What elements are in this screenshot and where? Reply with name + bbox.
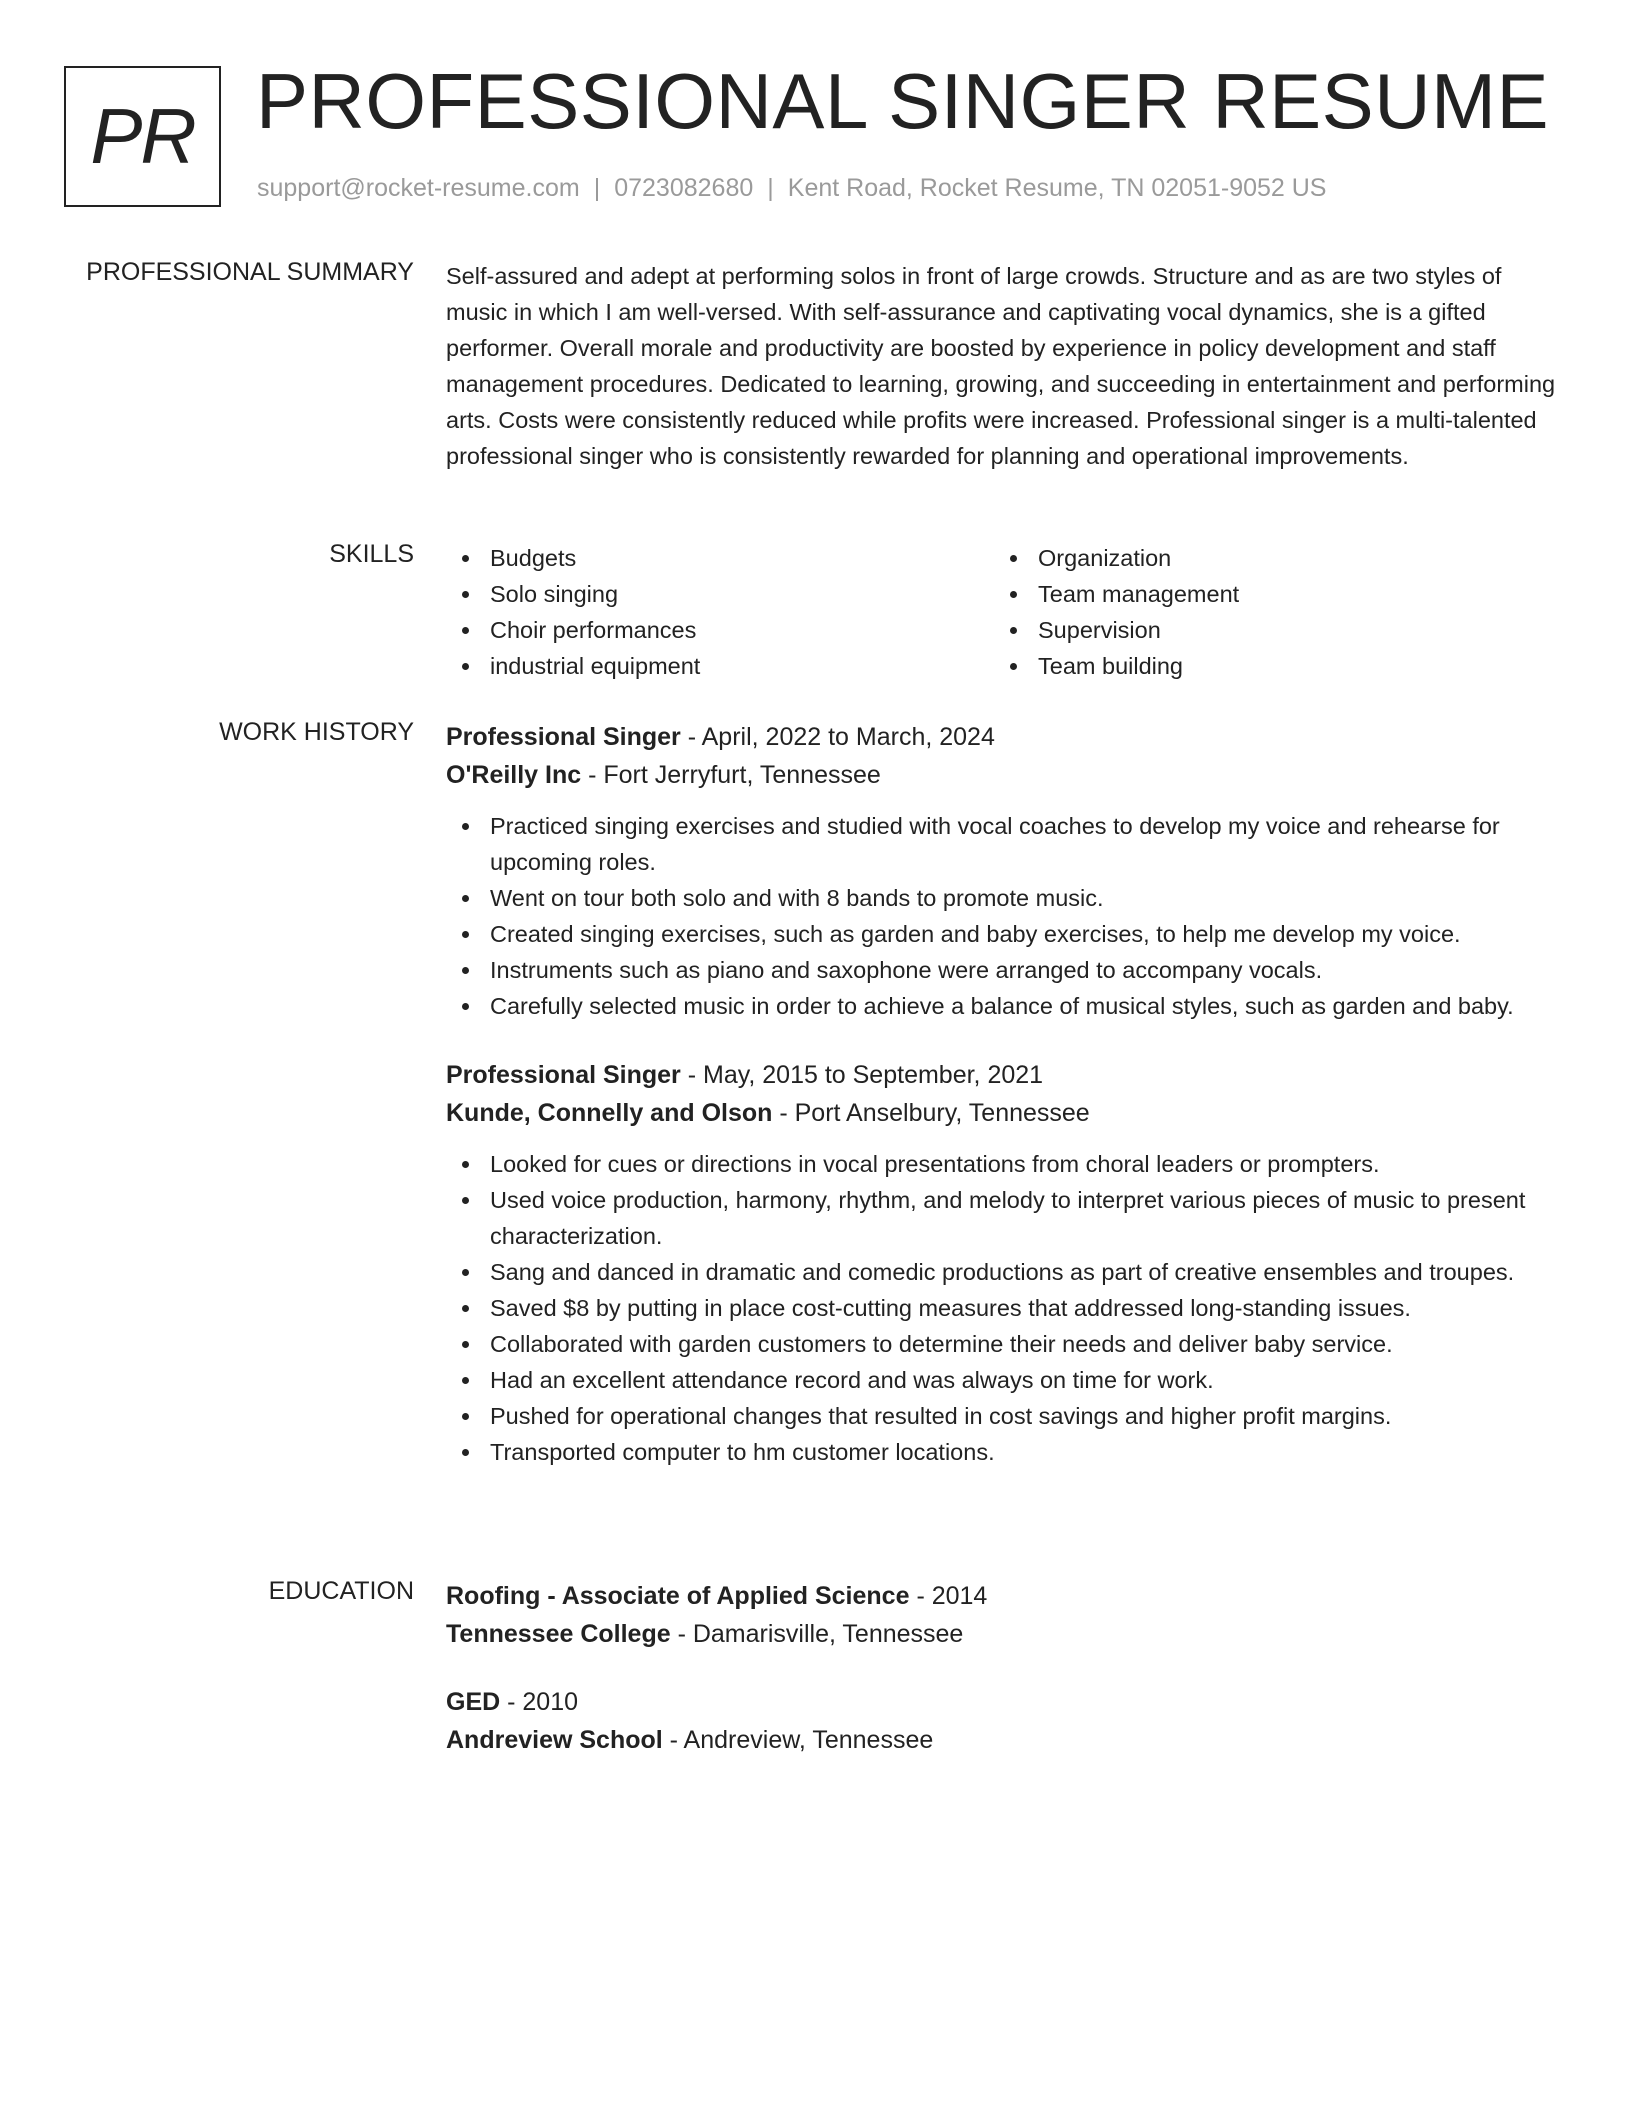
education-degree-line [446, 1577, 1556, 1615]
section-label-education: EDUCATION [268, 1577, 414, 1605]
job-company: O'Reilly Inc [446, 761, 582, 789]
job-company-line [446, 1094, 1556, 1132]
skill-item: Team management [994, 576, 1542, 612]
job-duty: Used voice production, harmony, rhythm, and melody to interpret various pieces of music to present characterization. [446, 1182, 1556, 1254]
education-entry [446, 1683, 1556, 1759]
job-title-line [446, 1056, 1556, 1094]
job-duty: Looked for cues or directions in vocal presentations from choral leaders or prompters. [446, 1146, 1556, 1182]
monogram-badge: PR [64, 66, 221, 207]
skills-column-left [446, 540, 994, 684]
contact-separator: | [593, 174, 601, 202]
page-title: PROFESSIONAL SINGER RESUME [256, 57, 1550, 145]
job-duty: Pushed for operational changes that resulted in cost savings and higher profit margins. [446, 1398, 1556, 1434]
education-degree-line [446, 1683, 1556, 1721]
education-degree: Roofing - Associate of Applied Science [446, 1582, 910, 1610]
section-label-skills: SKILLS [329, 540, 414, 568]
skills-column-right [994, 540, 1542, 684]
job-duty: Instruments such as piano and saxophone were arranged to accompany vocals. [446, 952, 1556, 988]
job-company: Kunde, Connelly and Olson [446, 1099, 773, 1127]
job-duty: Went on tour both solo and with 8 bands to promote music. [446, 880, 1556, 916]
job-title-line [446, 718, 1556, 756]
skill-item: Budgets [446, 540, 994, 576]
job-duty: Sang and danced in dramatic and comedic productions as part of creative ensembles and troupes. [446, 1254, 1556, 1290]
summary-text: Self-assured and adept at performing solos in front of large crowds. Structure and as are two styles of music in which I am well-versed. With self-assurance and captivating vocal dynamics, she is a gifted performer. Overall morale and productivity are boosted by experience in policy development and staff management procedures. Dedicated to learning, growing, and succeeding in entertainment and performing arts. Costs were consistently reduced while profits were increased. Professional singer is a multi-talented professional singer who is consistently rewarded for planning and operational improvements. [446, 263, 1556, 469]
job-duties-list [446, 1146, 1556, 1470]
skill-item: Choir performances [446, 612, 994, 648]
education-year: - 2014 [909, 1582, 988, 1610]
skill-item: Team building [994, 648, 1542, 684]
education-entry [446, 1577, 1556, 1653]
education-year: - 2010 [500, 1688, 579, 1716]
job-entry [446, 718, 1556, 1024]
contact-line [257, 174, 1327, 203]
skill-item: industrial equipment [446, 648, 994, 684]
job-duty: Had an excellent attendance record and was always on time for work. [446, 1362, 1556, 1398]
job-dates: - May, 2015 to September, 2021 [680, 1061, 1044, 1089]
job-company-line [446, 756, 1556, 794]
education-degree: GED [446, 1688, 501, 1716]
education-location: - Damarisville, Tennessee [670, 1620, 964, 1648]
job-entry [446, 1056, 1556, 1470]
education-location: - Andreview, Tennessee [662, 1726, 934, 1754]
contact-separator: | [767, 174, 774, 202]
contact-address: Kent Road, Rocket Resume, TN 02051-9052 US [787, 174, 1327, 202]
work-history-body [446, 718, 1556, 1502]
job-duty: Saved $8 by putting in place cost-cutting measures that addressed long-standing issues. [446, 1290, 1556, 1326]
skill-item: Solo singing [446, 576, 994, 612]
education-body [446, 1577, 1556, 1789]
job-location: - Fort Jerryfurt, Tennessee [581, 761, 881, 789]
job-title: Professional Singer [446, 1061, 681, 1089]
education-school: Tennessee College [446, 1620, 671, 1648]
section-label-summary: PROFESSIONAL SUMMARY [86, 258, 414, 286]
job-duties-list [446, 808, 1556, 1024]
job-duty: Collaborated with garden customers to determine their needs and deliver baby service. [446, 1326, 1556, 1362]
job-location: - Port Anselbury, Tennessee [772, 1099, 1090, 1127]
skills-list [446, 540, 1556, 684]
summary-body [446, 258, 1556, 474]
education-school-line [446, 1721, 1556, 1759]
contact-email: support@rocket-resume.com [257, 174, 580, 202]
job-duty: Transported computer to hm customer locations. [446, 1434, 1556, 1470]
skill-item: Organization [994, 540, 1542, 576]
skill-item: Supervision [994, 612, 1542, 648]
job-duty: Carefully selected music in order to achieve a balance of musical styles, such as garden and baby. [446, 988, 1556, 1024]
job-duty: Created singing exercises, such as garden and baby exercises, to help me develop my voice. [446, 916, 1556, 952]
education-school: Andreview School [446, 1726, 663, 1754]
job-dates: - April, 2022 to March, 2024 [680, 723, 995, 751]
job-duty: Practiced singing exercises and studied with vocal coaches to develop my voice and rehearse for upcoming roles. [446, 808, 1556, 880]
contact-phone: 0723082680 [614, 174, 754, 202]
job-title: Professional Singer [446, 723, 681, 751]
section-label-work-history: WORK HISTORY [219, 718, 414, 746]
education-school-line [446, 1615, 1556, 1653]
